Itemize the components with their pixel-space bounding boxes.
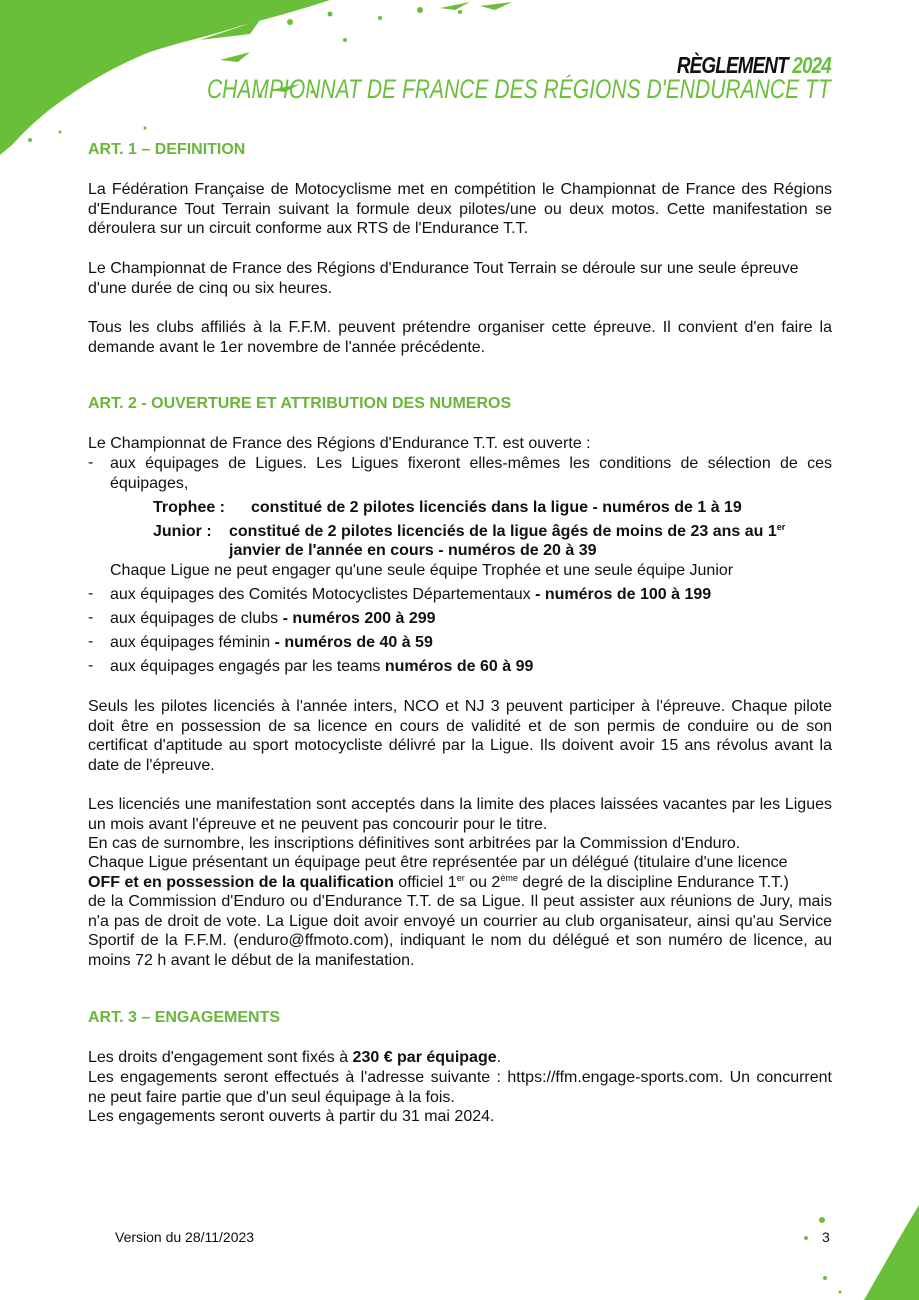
art3-paragraph-droits [88, 1048, 832, 1068]
art2-paragraph-delegue-c: de la Commission d'Enduro ou d'Endurance T.T. de sa Ligue. Il peut assister aux réunions de Jury, mais n'a pas de droit de vote. La Ligue doit avoir envoyé un courrier au club organisateur, ainsi qu'au Service Sportif de la F.F.M. (enduro@ffmoto.com), indiquant le nom du délégué et son numéro de licence, au moins 72 h avant le début de la manifestation. [88, 893, 832, 969]
art2-bullet-comites [110, 585, 832, 605]
art3-paragraph-ouverture: Les engagements seront ouverts à partir du 31 mai 2024. [88, 1108, 495, 1125]
bullet-dash: - [88, 657, 94, 674]
header-subtitle: CHAMPIONNAT DE FRANCE DES RÉGIONS D'ENDURANCE TT [207, 74, 831, 104]
bullet-dash: - [88, 633, 94, 650]
trophee-text: constitué de 2 pilotes licenciés dans la ligue - numéros de 1 à 19 [251, 499, 742, 516]
art2-bullet-feminin [110, 633, 832, 653]
bullet-feminin-numbers: - numéros de 40 à 59 [270, 634, 433, 651]
junior-text-a: constitué de 2 pilotes licenciés de la ligue âgés de moins de 23 ans au 1 [229, 523, 777, 540]
delegue-sup1: er [456, 873, 465, 883]
bullet-dash: - [88, 585, 94, 602]
art2-bullet-clubs [110, 609, 832, 629]
bullet-dash: - [88, 609, 94, 626]
art2-paragraph-licencies: Les licenciés une manifestation sont acceptés dans la limite des places laissées vacantes par les Ligues un mois avant l'épreuve et ne peuvent pas concourir pour le titre. [88, 796, 832, 833]
delegue-b1: officiel 1 [393, 874, 457, 891]
art3-heading: ART. 3 – ENGAGEMENTS [88, 1009, 281, 1026]
bullet-comites-numbers: - numéros de 100 à 199 [530, 586, 712, 603]
junior-sup: er [776, 522, 786, 532]
header-title-text: RÈGLEMENT [676, 52, 788, 78]
droits-period: . [496, 1049, 502, 1066]
junior-text-b: janvier de l'année en cours - numéros de 20 à 39 [229, 542, 597, 559]
droits-text: Les droits d'engagement sont fixés à [88, 1049, 353, 1066]
header-title-year: 2024 [792, 52, 831, 78]
bullet-feminin-text: aux équipages féminin [110, 634, 271, 651]
art3-paragraph-engagements: Les engagements seront effectués à l'adresse suivante : https://ffm.engage-sports.com. Un concurrent ne peut faire partie que d'un seul équipage à la fois. [88, 1069, 832, 1106]
art2-paragraph-seuls: Seuls les pilotes licenciés à l'année inters, NCO et NJ 3 peuvent participer à l'épreuve. Chaque pilote doit être en possession de sa licence en cours de validité et de son permis de conduire ou de son certificat d'aptitude au sport motocycliste délivré par la Ligue. Ils doivent avoir 15 ans révolus avant la date de l'épreuve. [88, 698, 832, 774]
droits-amount: 230 € par équipage [352, 1049, 497, 1066]
art2-paragraph-surnombre: En cas de surnombre, les inscriptions définitives sont arbitrées par la Commission d'Enduro. [88, 835, 741, 852]
art2-heading: ART. 2 - OUVERTURE ET ATTRIBUTION DES NUMEROS [88, 395, 512, 412]
art1-paragraph-2: Le Championnat de France des Régions d'Endurance Tout Terrain se déroule sur une seule épreuve d'une durée de cinq ou six heures. [88, 260, 799, 297]
art1-paragraph-1: La Fédération Française de Motocyclisme met en compétition le Championnat de France des Régions d'Endurance Tout Terrain suivant la formule deux pilotes/une ou deux motos. Cette manifestation se déroulera sur un circuit conforme aux RTS de l'Endurance T.T. [88, 181, 832, 238]
delegue-bold: OFF et en possession de la qualification [88, 874, 394, 891]
bullet-dash: - [88, 454, 94, 471]
art2-paragraph-delegue-b [88, 873, 832, 893]
bullet-clubs-numbers: - numéros 200 à 299 [278, 610, 436, 627]
footer-version: Version du 28/11/2023 [115, 1229, 255, 1245]
bullet-teams-text: aux équipages engagés par les teams [110, 658, 385, 675]
art1-paragraph-3: Tous les clubs affiliés à la F.F.M. peuvent prétendre organiser cette épreuve. Il convient d'en faire la demande avant le 1er novembre de l'année précédente. [88, 319, 832, 356]
art2-paragraph-delegue-a: Chaque Ligue présentant un équipage peut être représentée par un délégué (titulaire d'une licence [88, 854, 788, 871]
art2-intro: Le Championnat de France des Régions d'Endurance T.T. est ouverte : [88, 435, 591, 452]
delegue-b2: ou 2 [464, 874, 501, 891]
junior-text [229, 522, 785, 542]
trophee-label: Trophee : [153, 499, 226, 516]
delegue-b3: degré de la discipline Endurance T.T.) [517, 874, 789, 891]
art1-heading: ART. 1 – DEFINITION [88, 141, 246, 158]
art2-bullet-teams [110, 657, 832, 677]
bullet-teams-numbers: numéros de 60 à 99 [384, 658, 534, 675]
bullet-comites-text: aux équipages des Comités Motocyclistes Départementaux [110, 586, 531, 603]
delegue-sup2: ème [500, 873, 518, 883]
art2-bullet-ligues: aux équipages de Ligues. Les Ligues fixeront elles-mêmes les conditions de sélection de ces équipages, [110, 455, 832, 492]
chaque-ligue-note: Chaque Ligue ne peut engager qu'une seule équipe Trophée et une seule équipe Junior [110, 562, 734, 579]
bullet-clubs-text: aux équipages de clubs [110, 610, 279, 627]
junior-label: Junior : [153, 523, 212, 540]
footer-page-number: 3 [822, 1229, 830, 1245]
paint-splash-bottom-right [800, 1200, 919, 1300]
